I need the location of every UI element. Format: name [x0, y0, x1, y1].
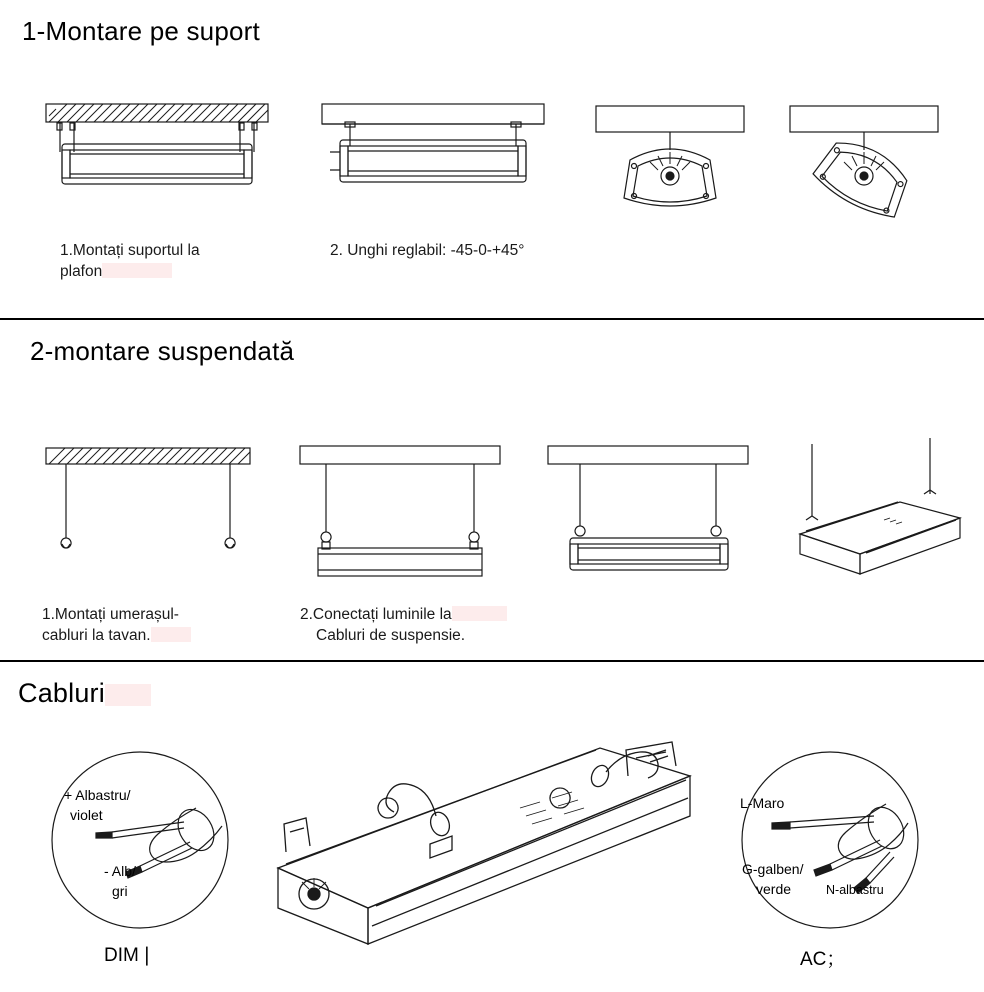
figure-suspended-front — [300, 446, 500, 576]
divider-2 — [0, 660, 984, 662]
detail-ac-wires — [742, 752, 918, 928]
label-dim-plus-line2: violet — [70, 807, 103, 823]
caption-susp-1 — [42, 604, 272, 646]
label-dim-minus-line1: - Alb/ — [104, 863, 136, 879]
caption-mount-2-line1: 2. Unghi reglabil: -45-0-+45° — [330, 242, 525, 259]
diagram-mount-suspended — [0, 398, 984, 698]
caption-highlight — [452, 606, 507, 621]
label-ac: AC； — [800, 949, 846, 970]
figure-suspended-front-2 — [548, 446, 748, 570]
caption-highlight — [102, 263, 172, 278]
figure-ceiling-side — [322, 104, 544, 182]
label-dim: DIM❘ — [104, 945, 155, 966]
figure-suspended-perspective — [800, 438, 960, 574]
section-title-3-text: Cabluri — [18, 678, 105, 708]
caption-mount-1-line2: plafon — [60, 263, 103, 280]
figure-bracket-tilted — [790, 106, 938, 224]
label-dim-minus-line2: gri — [112, 883, 128, 899]
figure-luminaire-wiring — [278, 742, 690, 944]
label-dim-plus-line1: + Albastru/ — [64, 787, 131, 803]
figure-ceiling-front — [46, 104, 268, 184]
caption-susp-1-line1: 1.Montați umerașul- — [42, 606, 179, 623]
caption-susp-2-line1: 2.Conectați luminile la — [300, 606, 452, 623]
caption-highlight — [151, 627, 191, 642]
section-title-3 — [18, 678, 151, 709]
label-ac-live: L-Maro — [740, 795, 785, 811]
label-ac-ground-line2: verde — [756, 881, 792, 897]
caption-susp-2 — [300, 604, 600, 646]
title-highlight — [105, 684, 151, 706]
caption-mount-1-line1: 1.Montați suportul la — [60, 242, 200, 259]
divider-1 — [0, 318, 984, 320]
figure-bracket-straight — [596, 106, 744, 206]
caption-mount-2 — [330, 240, 630, 261]
caption-susp-1-line2: cabluri la tavan. — [42, 627, 151, 644]
caption-susp-2-line2: Cabluri de suspensie. — [316, 627, 466, 644]
section-title-1: 1-Montare pe suport — [22, 16, 260, 46]
detail-dim-wires — [52, 752, 228, 928]
label-ac-neutral: N-albastru — [826, 883, 884, 897]
section-title-2: 2-montare suspendată — [30, 336, 295, 366]
label-ac-ground-line1: G-galben/ — [742, 861, 804, 877]
caption-mount-1 — [60, 240, 280, 282]
figure-ceiling-cables — [46, 448, 250, 548]
